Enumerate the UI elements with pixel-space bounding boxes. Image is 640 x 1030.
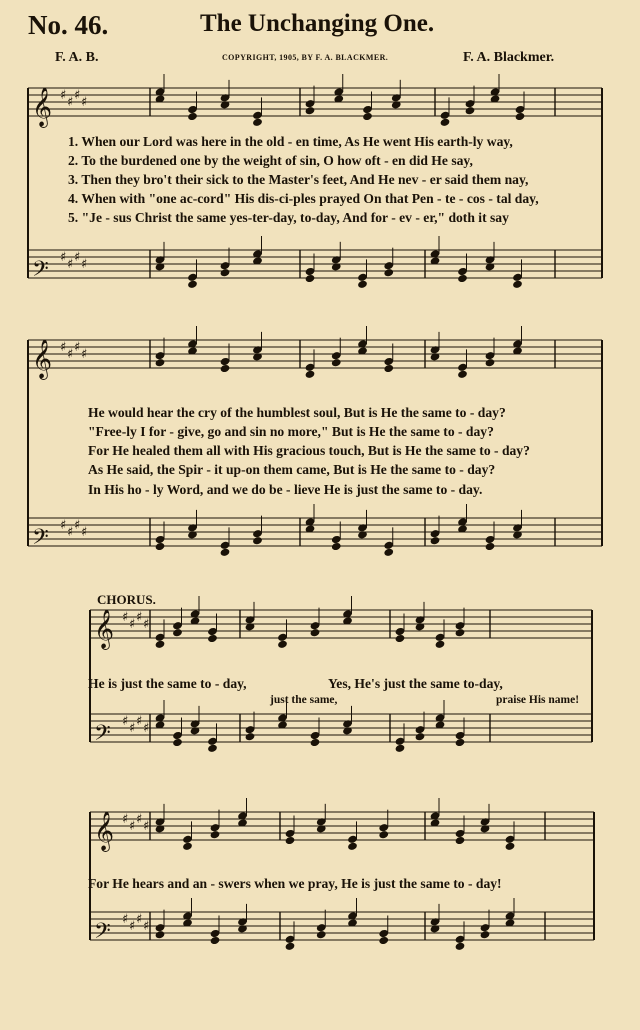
sharp-icon: ♯ <box>81 525 88 540</box>
note-head <box>485 358 496 367</box>
note-head <box>285 836 296 845</box>
note-head <box>455 738 466 747</box>
sharp-icon: ♯ <box>122 610 129 625</box>
note-head <box>378 936 389 945</box>
bass-echo-2: praise His name! <box>496 694 580 706</box>
chorus-lyric-1b: Yes, He's just the same to-day, <box>328 676 503 691</box>
note-head <box>305 274 316 283</box>
note-head <box>395 744 406 753</box>
hymn-title: The Unchanging One. <box>200 10 435 37</box>
note-head <box>455 836 466 845</box>
note-head <box>515 112 526 121</box>
sharp-icon: ♯ <box>60 518 67 533</box>
composer-credit: F. A. Blackmer. <box>463 50 555 65</box>
bass-clef-icon: 𝄢 <box>32 525 49 555</box>
note-head <box>155 930 166 939</box>
sharp-icon: ♯ <box>122 714 129 729</box>
note-head <box>155 542 166 551</box>
sharp-icon: ♯ <box>60 250 67 265</box>
verse-4-line-a: 4. When with "one ac-cord" His dis-ci-ples prayed On that Pen - te - cos - tal day, <box>68 191 539 206</box>
note-head <box>220 268 231 277</box>
sharp-icon: ♯ <box>122 812 129 827</box>
verse-2-line-a: 2. To the burdened one by the weight of sin, O how oft - en did He say, <box>68 153 473 168</box>
sharp-icon: ♯ <box>129 819 136 834</box>
note-head <box>455 942 466 951</box>
sharp-icon: ♯ <box>136 812 143 827</box>
note-head <box>187 280 198 289</box>
note-head <box>383 268 394 277</box>
sharp-icon: ♯ <box>143 819 150 834</box>
note-head <box>347 842 358 851</box>
note-head <box>285 942 296 951</box>
note-head <box>277 640 288 649</box>
hymn-number: No. 46. <box>28 10 109 40</box>
note-head <box>415 732 426 741</box>
sharp-icon: ♯ <box>143 721 150 736</box>
note-head <box>182 842 193 851</box>
sharp-icon: ♯ <box>81 95 88 110</box>
note-head <box>465 106 476 115</box>
note-head <box>455 628 466 637</box>
note-head <box>480 930 491 939</box>
sharp-icon: ♯ <box>129 721 136 736</box>
note-head <box>207 634 218 643</box>
sharp-icon: ♯ <box>143 617 150 632</box>
note-head <box>252 118 263 127</box>
verse-4-line-b: As He said, the Spir - it up-on them came, But is He the same to - day? <box>88 462 496 477</box>
sharp-icon: ♯ <box>129 617 136 632</box>
sharp-icon: ♯ <box>74 518 81 533</box>
sharp-icon: ♯ <box>74 88 81 103</box>
treble-clef-icon: 𝄞 <box>94 811 115 851</box>
sharp-icon: ♯ <box>67 257 74 272</box>
sharp-icon: ♯ <box>67 347 74 362</box>
bass-echo-1: just the same, <box>270 694 338 706</box>
note-head <box>383 548 394 557</box>
note-head <box>172 628 183 637</box>
note-head <box>310 628 321 637</box>
verse-3-line-a: 3. Then they bro't their sick to the Master's feet, And He nev - er said them nay, <box>68 172 529 187</box>
note-head <box>207 744 218 753</box>
sharp-icon: ♯ <box>81 347 88 362</box>
sharp-icon: ♯ <box>74 340 81 355</box>
sharp-icon: ♯ <box>136 714 143 729</box>
chorus-lyric-2: For He hears and an - swers when we pray, He is just the same to - day! <box>88 876 502 891</box>
note-head <box>395 634 406 643</box>
verse-1-line-b: He would hear the cry of the humblest soul, But is He the same to - day? <box>88 405 506 420</box>
verse-5-line-a: 5. "Je - sus Christ the same yes-ter-day, to-day, And for - ev - er," doth it say <box>68 210 509 225</box>
sharp-icon: ♯ <box>67 525 74 540</box>
note-head <box>155 640 166 649</box>
note-head <box>435 640 446 649</box>
note-head <box>505 842 516 851</box>
note-head <box>187 112 198 121</box>
sharp-icon: ♯ <box>81 257 88 272</box>
note-head <box>245 732 256 741</box>
note-head <box>252 536 263 545</box>
note-head <box>220 548 231 557</box>
note-head <box>457 370 468 379</box>
copyright-notice: COPYRIGHT, 1905, BY F. A. BLACKMER. <box>222 53 389 62</box>
treble-clef-icon: 𝄞 <box>32 87 53 127</box>
verse-2-line-b: "Free-ly I for - give, go and sin no more," But is He the same to - day? <box>88 424 494 439</box>
verse-3-line-b: For He healed them all with His gracious touch, But is He the same to - day? <box>88 443 530 458</box>
note-head <box>383 364 394 373</box>
note-head <box>357 280 368 289</box>
sharp-icon: ♯ <box>143 919 150 934</box>
sharp-icon: ♯ <box>67 95 74 110</box>
chorus-lyric-1a: He is just the same to - day, <box>88 676 247 691</box>
note-head <box>305 106 316 115</box>
sharp-icon: ♯ <box>122 912 129 927</box>
note-head <box>331 358 342 367</box>
note-head <box>512 280 523 289</box>
note-head <box>210 830 221 839</box>
note-head <box>305 370 316 379</box>
sharp-icon: ♯ <box>74 250 81 265</box>
note-head <box>220 364 231 373</box>
note-head <box>378 830 389 839</box>
note-head <box>210 936 221 945</box>
sharp-icon: ♯ <box>136 610 143 625</box>
note-head <box>310 738 321 747</box>
lyricist-credit: F. A. B. <box>55 50 99 65</box>
note-head <box>316 930 327 939</box>
chorus-label: CHORUS. <box>97 592 156 607</box>
bass-clef-icon: 𝄢 <box>94 919 111 949</box>
sharp-icon: ♯ <box>60 340 67 355</box>
note-head <box>430 536 441 545</box>
bass-clef-icon: 𝄢 <box>32 257 49 287</box>
note-head <box>457 274 468 283</box>
sharp-icon: ♯ <box>136 912 143 927</box>
note-head <box>155 358 166 367</box>
treble-clef-icon: 𝄞 <box>32 339 53 379</box>
sharp-icon: ♯ <box>129 919 136 934</box>
verse-1-line-a: 1. When our Lord was here in the old - en time, As He went His earth-ly way, <box>68 134 513 149</box>
sharp-icon: ♯ <box>60 88 67 103</box>
note-head <box>172 738 183 747</box>
note-head <box>485 542 496 551</box>
treble-clef-icon: 𝄞 <box>94 609 115 649</box>
note-head <box>331 542 342 551</box>
note-head <box>440 118 451 127</box>
verse-5-line-b: In His ho - ly Word, and we do be - lieve He is just the same to - day. <box>88 482 483 497</box>
note-head <box>362 112 373 121</box>
bass-clef-icon: 𝄢 <box>94 721 111 751</box>
